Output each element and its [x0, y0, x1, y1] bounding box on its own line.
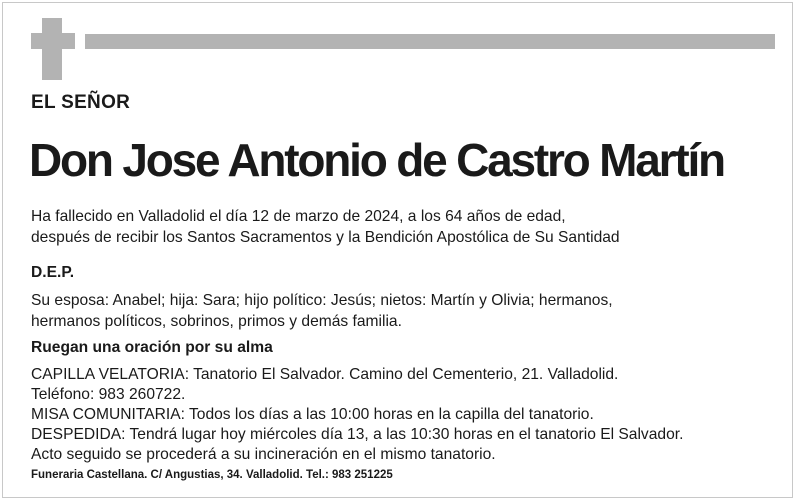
deceased-name: Don Jose Antonio de Castro Martín	[29, 134, 724, 186]
family-line-2: hermanos políticos, sobrinos, primos y demás familia.	[31, 313, 402, 330]
funeral-home-footer: Funeraria Castellana. C/ Angustias, 34. Valladolid. Tel.: 983 251225	[31, 469, 393, 481]
death-line-2: después de recibir los Santos Sacramentos y la Bendición Apostólica de Su Santidad	[31, 229, 620, 246]
detail-line: Teléfono: 983 260722.	[31, 386, 186, 403]
detail-line: DESPEDIDA: Tendrá lugar hoy miércoles día 13, a las 10:30 horas en el tanatorio El Salvador.	[31, 426, 684, 443]
rip-label: D.E.P.	[31, 264, 75, 281]
death-line-1: Ha fallecido en Valladolid el día 12 de marzo de 2024, a los 64 años de edad,	[31, 208, 566, 225]
prayer-request: Ruegan una oración por su alma	[31, 339, 273, 356]
salutation: EL SEÑOR	[31, 92, 131, 113]
header-rule	[85, 34, 775, 49]
family-line-1: Su esposa: Anabel; hija: Sara; hijo político: Jesús; nietos: Martín y Olivia; hermanos,	[31, 292, 613, 309]
detail-line: CAPILLA VELATORIA: Tanatorio El Salvador. Camino del Cementerio, 21. Valladolid.	[31, 366, 619, 383]
detail-line: Acto seguido se procederá a su incineración en el mismo tanatorio.	[31, 446, 496, 463]
detail-line: MISA COMUNITARIA: Todos los días a las 10:00 horas en la capilla del tanatorio.	[31, 406, 594, 423]
